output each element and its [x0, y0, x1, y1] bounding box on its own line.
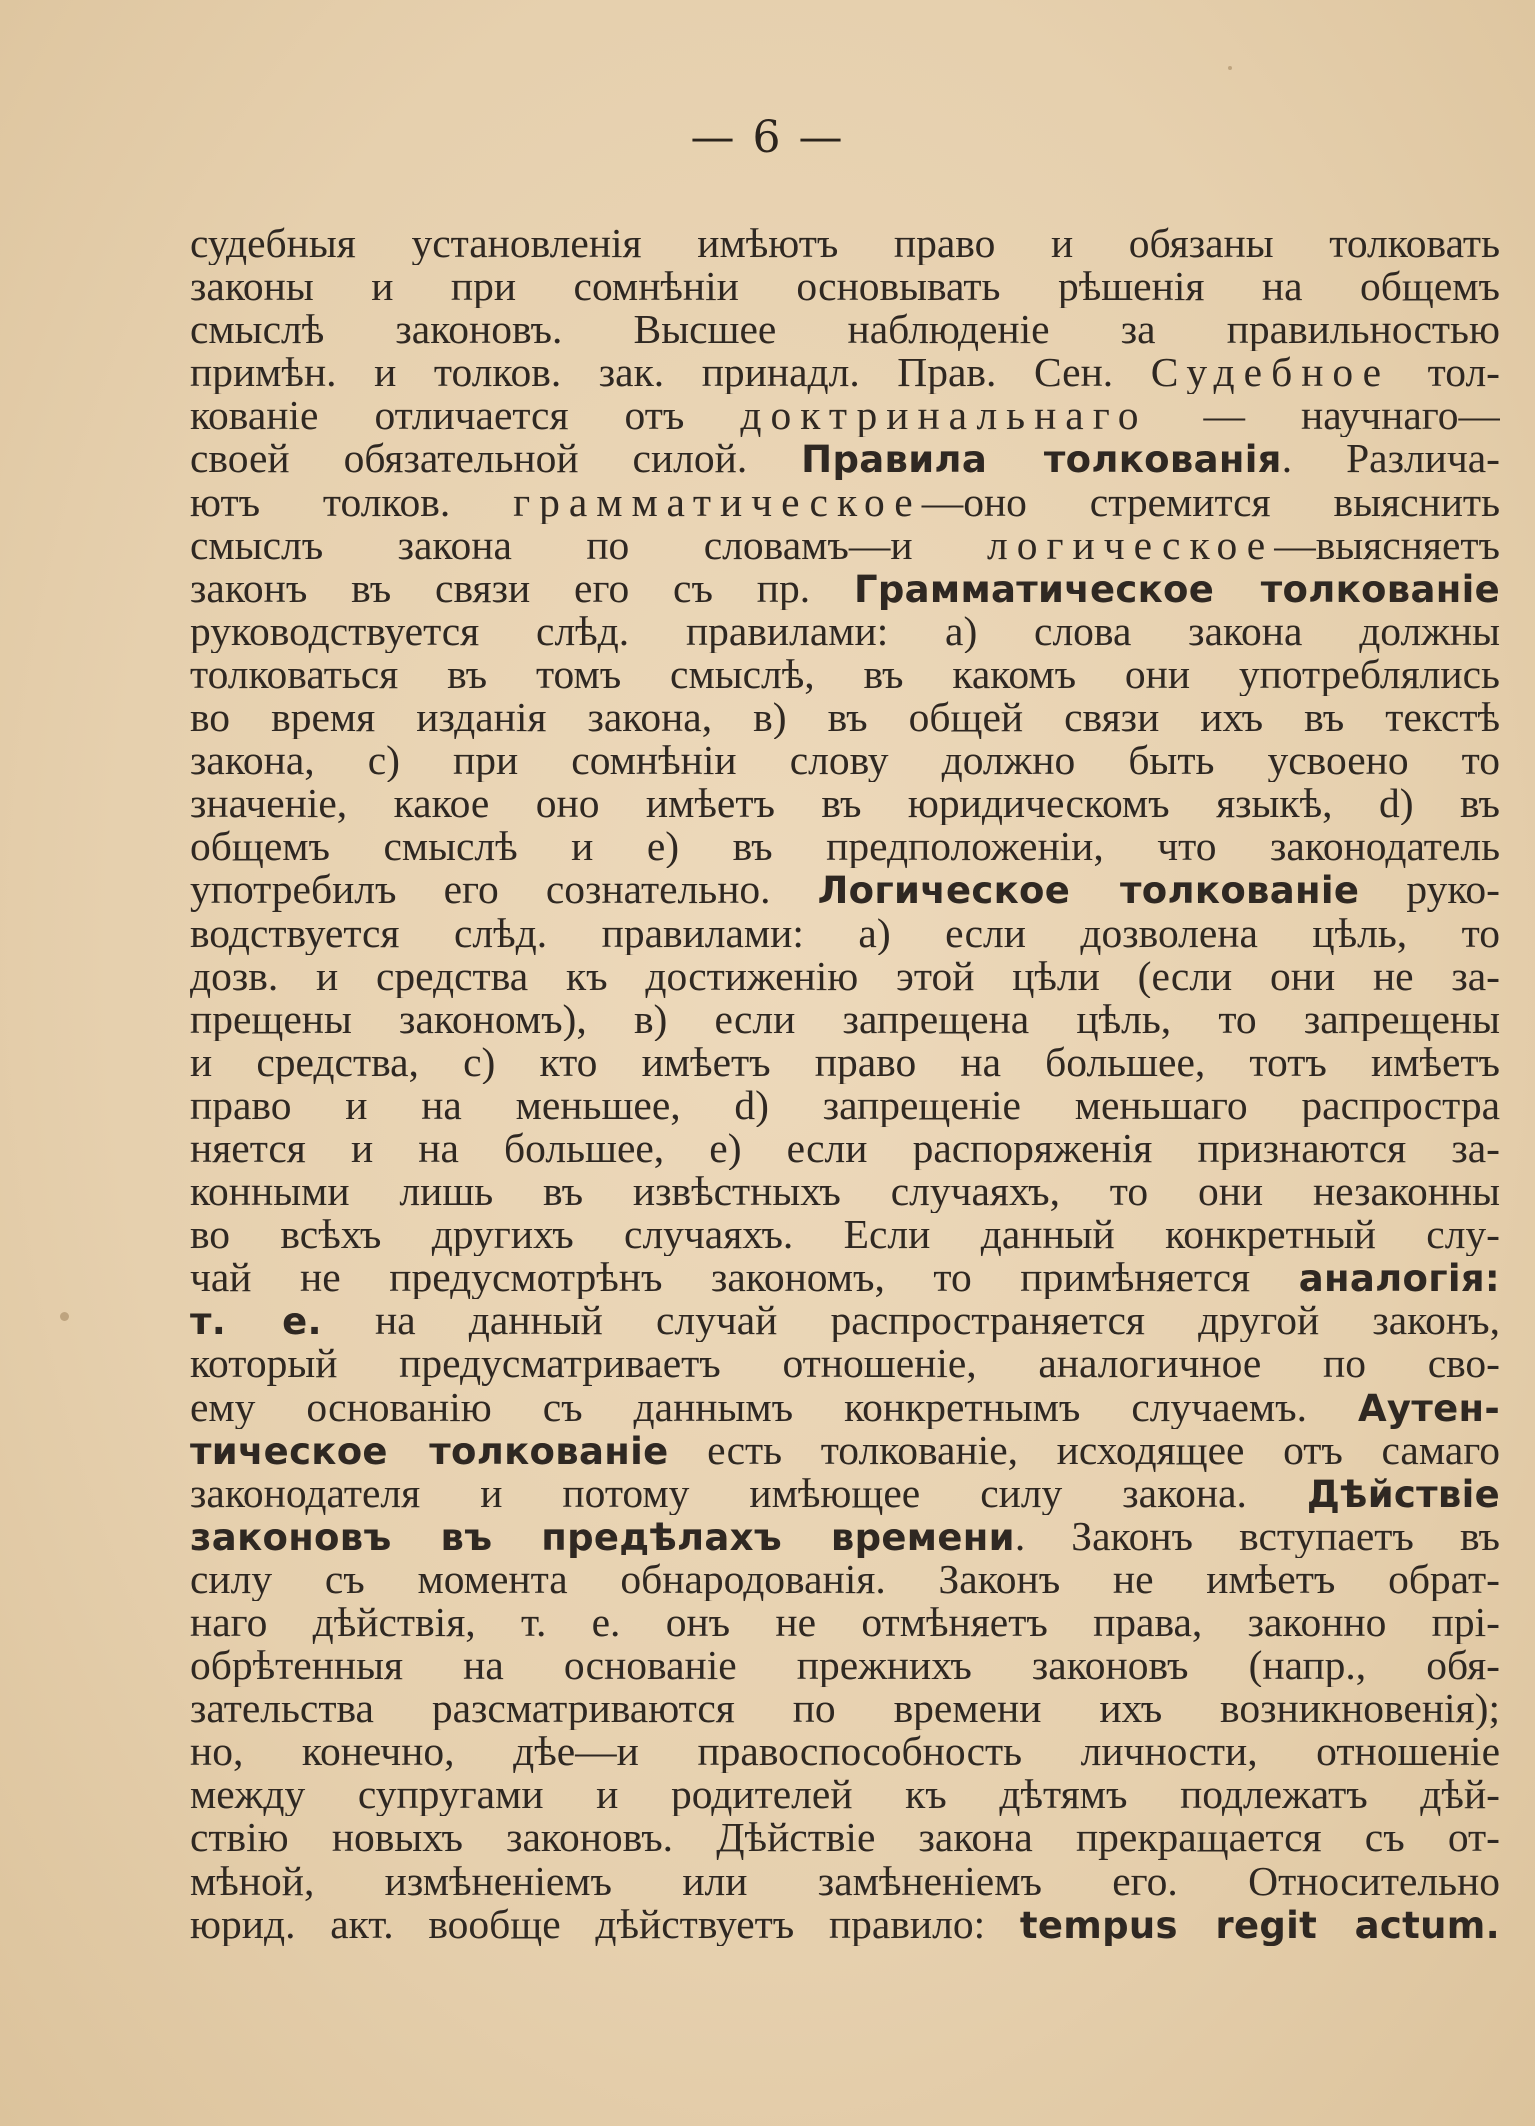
text-run: законы и при сомнѣніи основывать рѣшенія на общемъ — [190, 265, 1500, 309]
text-run: . Различа- — [1281, 437, 1500, 481]
body-text — [190, 222, 1500, 1946]
text-line — [190, 1601, 1500, 1644]
text-line — [190, 1342, 1500, 1385]
text-line — [190, 1429, 1500, 1472]
text-run: и средства, с) кто имѣетъ право на большее, тотъ имѣетъ — [190, 1040, 1500, 1084]
text-run: законодателя и потому имѣющее силу закона. — [190, 1471, 1307, 1515]
page-number: — 6 — — [690, 112, 845, 163]
bold-term: тическое толкованіе — [190, 1429, 669, 1472]
text-line — [190, 1515, 1500, 1558]
spaced-term: доктринальнаго — [740, 394, 1148, 438]
text-run: примѣн. и толков. зак. принадл. Прав. Сен. — [190, 351, 1151, 395]
bold-term: tempus regit actum. — [1019, 1903, 1500, 1946]
text-run: —оно стремится выяснить — [921, 480, 1500, 524]
text-line — [190, 782, 1500, 825]
text-line — [190, 394, 1500, 437]
text-line — [190, 1687, 1500, 1730]
spaced-term: Судебное — [1150, 351, 1391, 395]
ink-speck — [60, 1312, 69, 1321]
text-run: толковаться въ томъ смыслѣ, въ какомъ они употреблялись — [190, 652, 1500, 697]
text-line — [190, 1472, 1500, 1515]
text-line — [190, 1084, 1500, 1127]
text-line — [190, 1256, 1500, 1299]
text-line — [190, 653, 1500, 696]
text-run: ютъ толков. — [190, 480, 514, 524]
text-line — [190, 696, 1500, 739]
text-run: дозв. и средства къ достиженію этой цѣли (если они не за- — [190, 954, 1500, 998]
text-line — [190, 998, 1500, 1041]
text-line — [190, 1903, 1500, 1946]
text-line — [190, 1773, 1500, 1816]
spaced-term: грамматическое — [513, 480, 922, 524]
text-line — [190, 524, 1500, 567]
text-line — [190, 1558, 1500, 1601]
text-run: наго дѣйствія, т. е. онъ не отмѣняетъ права, законно прі- — [190, 1601, 1500, 1645]
bold-term: Правила толкованія — [801, 438, 1282, 481]
text-line — [190, 308, 1500, 351]
text-line — [190, 1816, 1500, 1859]
text-run: значеніе, какое оно имѣетъ въ юридическомъ языкѣ, d) въ — [190, 782, 1500, 826]
text-run: руко- — [1359, 868, 1500, 912]
text-run: обрѣтенныя на основаніе прежнихъ законовъ (напр., обя- — [190, 1644, 1500, 1688]
bold-term: т. е. — [190, 1300, 322, 1343]
text-run: руководствуется слѣд. правилами: а) слова закона должны — [190, 609, 1500, 653]
text-line — [190, 1041, 1500, 1084]
text-line — [190, 955, 1500, 998]
text-run: тол- — [1390, 351, 1500, 395]
bold-term: аналогія: — [1298, 1257, 1500, 1300]
text-run: есть толкованіе, исходящее отъ самаго — [668, 1428, 1500, 1472]
text-run: общемъ смыслѣ и е) въ предположеніи, что законодатель — [190, 825, 1500, 869]
text-line — [190, 1730, 1500, 1773]
ink-speck — [1228, 66, 1232, 70]
text-run: чай не предусмотрѣнъ закономъ, то примѣняется — [190, 1256, 1299, 1300]
text-run: на данный случай распространяется другой законъ, — [321, 1299, 1500, 1343]
text-line — [190, 437, 1500, 480]
text-run: зательства разсматриваются по времени ихъ возникновенія); — [190, 1687, 1500, 1731]
text-run: водствуется слѣд. правилами: а) если дозволена цѣль, то — [190, 911, 1500, 955]
text-line — [190, 1299, 1500, 1342]
text-run: кованіе отличается отъ — [190, 394, 741, 438]
bold-term: Дѣйствіе — [1306, 1472, 1500, 1515]
bold-term: Логическое толкованіе — [817, 869, 1360, 912]
text-run: между супругами и родителей къ дѣтямъ подлежатъ дѣй- — [190, 1773, 1500, 1817]
text-run: няется и на большее, е) если распоряженія признаются за- — [190, 1126, 1500, 1171]
text-line — [190, 1644, 1500, 1687]
text-run: судебныя установленія имѣютъ право и обязаны толковать — [190, 222, 1500, 266]
text-run: конными лишь въ извѣстныхъ случаяхъ, то они незаконны — [190, 1170, 1500, 1214]
text-line — [190, 265, 1500, 308]
text-run: . Законъ вступаетъ въ — [1014, 1514, 1500, 1558]
text-run: ствію новыхъ законовъ. Дѣйствіе закона прекращается съ от- — [190, 1816, 1500, 1860]
text-run: но, конечно, дѣе—и правоспособность личности, отношеніе — [190, 1730, 1500, 1774]
bold-term: Аутен- — [1357, 1386, 1500, 1429]
text-run: юрид. акт. вообще дѣйствуетъ правило: — [190, 1902, 1020, 1946]
text-line — [190, 610, 1500, 653]
text-line — [190, 1127, 1500, 1170]
text-run: смыслѣ законовъ. Высшее наблюденіе за правильностью — [190, 308, 1500, 352]
text-run: право и на меньшее, d) запрещеніе меньшаго распростра — [190, 1083, 1500, 1127]
text-line — [190, 912, 1500, 955]
text-run: употребилъ его сознательно. — [190, 868, 818, 912]
text-line — [190, 1386, 1500, 1429]
text-run: мѣной, измѣненіемъ или замѣненіемъ его. Относительно — [190, 1859, 1500, 1903]
text-run: во всѣхъ другихъ случаяхъ. Если данный конкретный слу- — [190, 1213, 1500, 1257]
text-run: законъ въ связи его съ пр. — [190, 566, 854, 610]
text-run: смыслъ закона по словамъ—и — [190, 523, 988, 567]
text-run: закона, с) при сомнѣніи слову должно быть усвоено то — [190, 739, 1500, 783]
text-line — [190, 1860, 1500, 1903]
text-run: своей обязательной силой. — [190, 437, 802, 481]
text-line — [190, 825, 1500, 868]
text-line — [190, 222, 1500, 265]
text-run: прещены закономъ), в) если запрещена цѣль, то запрещены — [190, 997, 1500, 1041]
bold-term: законовъ въ предѣлахъ времени — [190, 1515, 1015, 1558]
text-line — [190, 1213, 1500, 1256]
text-line — [190, 868, 1500, 911]
text-line — [190, 351, 1500, 394]
text-line — [190, 567, 1500, 610]
text-line — [190, 739, 1500, 782]
text-run: ему основанію съ даннымъ конкретнымъ случаемъ. — [190, 1385, 1358, 1429]
text-line — [190, 481, 1500, 524]
text-run: — научнаго— — [1147, 394, 1500, 438]
text-run: во время изданія закона, в) въ общей связи ихъ въ текстѣ — [190, 696, 1500, 740]
spaced-term: логическое — [987, 523, 1275, 567]
text-run: который предусматриваетъ отношеніе, аналогичное по сво- — [190, 1342, 1500, 1386]
text-line — [190, 1170, 1500, 1213]
text-run: силу съ момента обнародованія. Законъ не имѣетъ обрат- — [190, 1557, 1500, 1601]
text-run: —выясняетъ — [1274, 523, 1500, 567]
bold-term: Грамматическое толкованіе — [854, 567, 1500, 610]
